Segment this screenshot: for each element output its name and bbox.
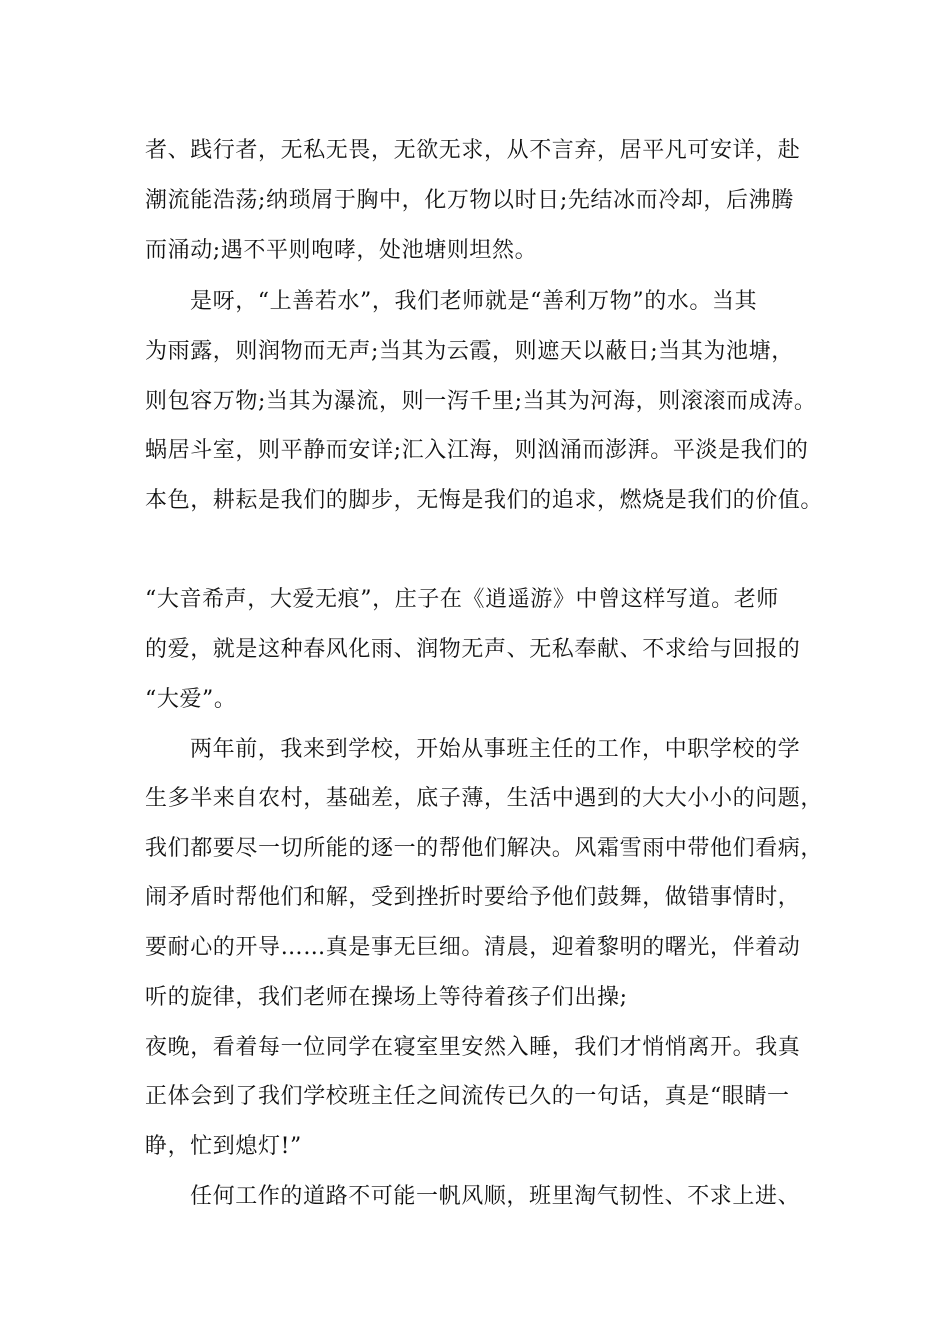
text-line: 闹矛盾时帮他们和解，受到挫折时要给予他们鼓舞，做错事情时， (145, 885, 801, 910)
text-line: 要耐心的开导……真是事无巨细。清晨，迎着黎明的曙光，伴着动 (145, 935, 801, 960)
paragraph-first-line: 两年前，我来到学校，开始从事班主任的工作，中职学校的学 (190, 737, 801, 762)
text-line: 为雨露，则润物而无声;当其为云霞，则遮天以蔽日;当其为池塘， (145, 339, 794, 364)
text-line: 蜗居斗室，则平静而安详;汇入江海，则汹涌而澎湃。平淡是我们的 (145, 438, 809, 463)
text-line: 夜晚，看着每一位同学在寝室里安然入睡，我们才悄悄离开。我真 (145, 1035, 801, 1060)
text-line: 则包容万物;当其为瀑流，则一泻千里;当其为河海，则滚滚而成涛。 (145, 389, 817, 414)
paragraph-first-line: 是呀，“上善若水”，我们老师就是“善利万物”的水。当其 (190, 289, 758, 314)
text-line: 我们都要尽一切所能的逐一的帮他们解决。风霜雪雨中带他们看病， (145, 836, 824, 861)
text-line: 听的旋律，我们老师在操场上等待着孩子们出操; (145, 985, 628, 1010)
text-line: 潮流能浩荡;纳琐屑于胸中，化万物以时日;先结冰而冷却，后沸腾 (145, 188, 794, 213)
text-line: 本色，耕耘是我们的脚步，无悔是我们的追求，燃烧是我们的价值。 (145, 488, 824, 513)
paragraph-first-line: 任何工作的道路不可能一帆风顺，班里淘气韧性、不求上进、 (190, 1184, 801, 1209)
text-line: 正体会到了我们学校班主任之间流传已久的一句话，真是“眼睛一 (145, 1084, 790, 1109)
text-line: 者、践行者，无私无畏，无欲无求，从不言弃，居平凡可安详，赴 (145, 138, 801, 163)
text-line: 睁，忙到熄灯!” (145, 1134, 302, 1159)
text-line: 生多半来自农村，基础差，底子薄，生活中遇到的大大小小的问题， (145, 786, 824, 811)
text-line: 而涌动;遇不平则咆哮，处池塘则坦然。 (145, 238, 538, 263)
paragraph-first-line: “大音希声，大爱无痕”，庄子在《逍遥游》中曾这样写道。老师 (145, 587, 779, 612)
text-line: “大爱”。 (145, 687, 237, 712)
text-line: 的爱，就是这种春风化雨、润物无声、无私奉献、不求给与回报的 (145, 637, 801, 662)
